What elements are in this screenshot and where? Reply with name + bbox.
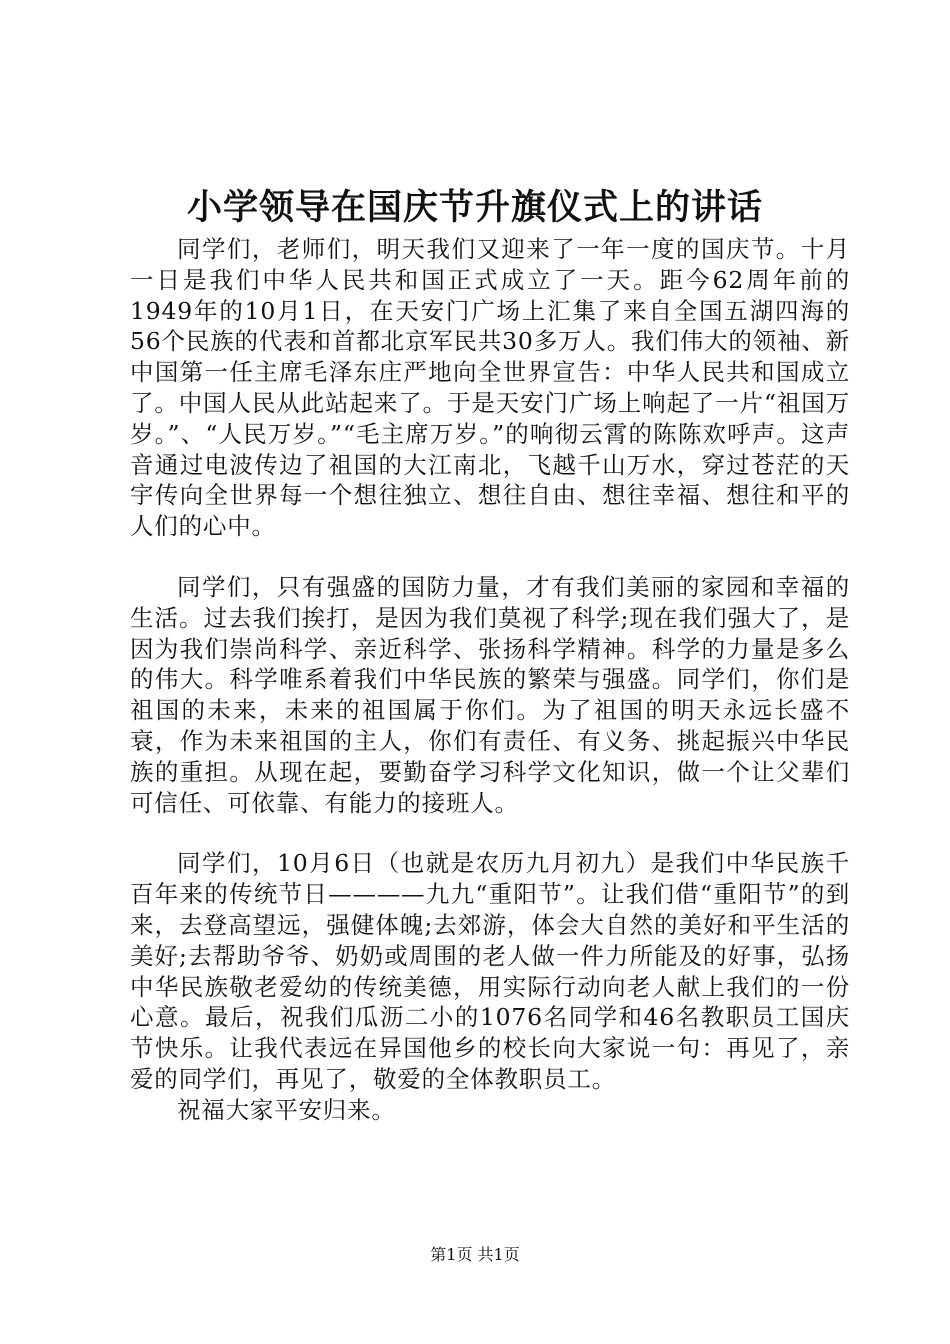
paragraph-2: 同学们，只有强盛的国防力量，才有我们美丽的家园和幸福的生活。过去我们挨打，是因为我们莫视了科学;现在我们强大了，是因为我们崇尚科学、亲近科学、张扬科学精神。科学的力量是多么的伟大。科学唯系着我们中华民族的繁荣与强盛。同学们，你们是祖国的未来，未来的祖国属于你们。为了祖国的明天永远长盛不衰，作为未来祖国的主人，你们有责任、有义务、挑起振兴中华民族的重担。从现在起，要勤奋学习科学文化知识，做一个让父辈们可信任、可依靠、有能力的接班人。 — [130, 572, 850, 817]
closing-line: 祝福大家平安归来。 — [177, 1095, 396, 1124]
paragraph-1: 同学们，老师们，明天我们又迎来了一年一度的国庆节。十月一日是我们中华人民共和国正式成立了一天。距今62周年前的1949年的10月1日，在天安门广场上汇集了来自全国五湖四海的56个民族的代表和首都北京军民共30多万人。我们伟大的领袖、新中国第一任主席毛泽东庄严地向全世界宣告：中华人民共和国成立了。中国人民从此站起来了。于是天安门广场上响起了一片“祖国万岁。”、“人民万岁。”“毛主席万岁。”的响彻云霄的陈陈欢呼声。这声音通过电波传边了祖国的大江南北，飞越千山万水，穿过苍茫的天宇传向全世界每一个想往独立、想往自由、想往幸福、想往和平的人们的心中。 — [130, 235, 850, 541]
paragraph-3: 同学们，10月6日（也就是农历九月初九）是我们中华民族千百年来的传统节日————九九“重阳节”。让我们借“重阳节”的到来，去登高望远，强健体魄;去郊游，体会大自然的美好和平生活的美好;去帮助爷爷、奶奶或周围的老人做一件力所能及的好事，弘扬中华民族敬老爱幼的传统美德，用实际行动向老人献上我们的一份心意。最后，祝我们瓜沥二小的1076名同学和46名教职员工国庆节快乐。让我代表远在异国他乡的校长向大家说一句：再见了，亲爱的同学们，再见了，敬爱的全体教职员工。 — [130, 849, 850, 1093]
page-footer: 第1页 共1页 — [430, 1245, 520, 1264]
document-title: 小学领导在国庆节升旗仪式上的讲话 — [186, 187, 763, 228]
document-body — [130, 234, 850, 1126]
